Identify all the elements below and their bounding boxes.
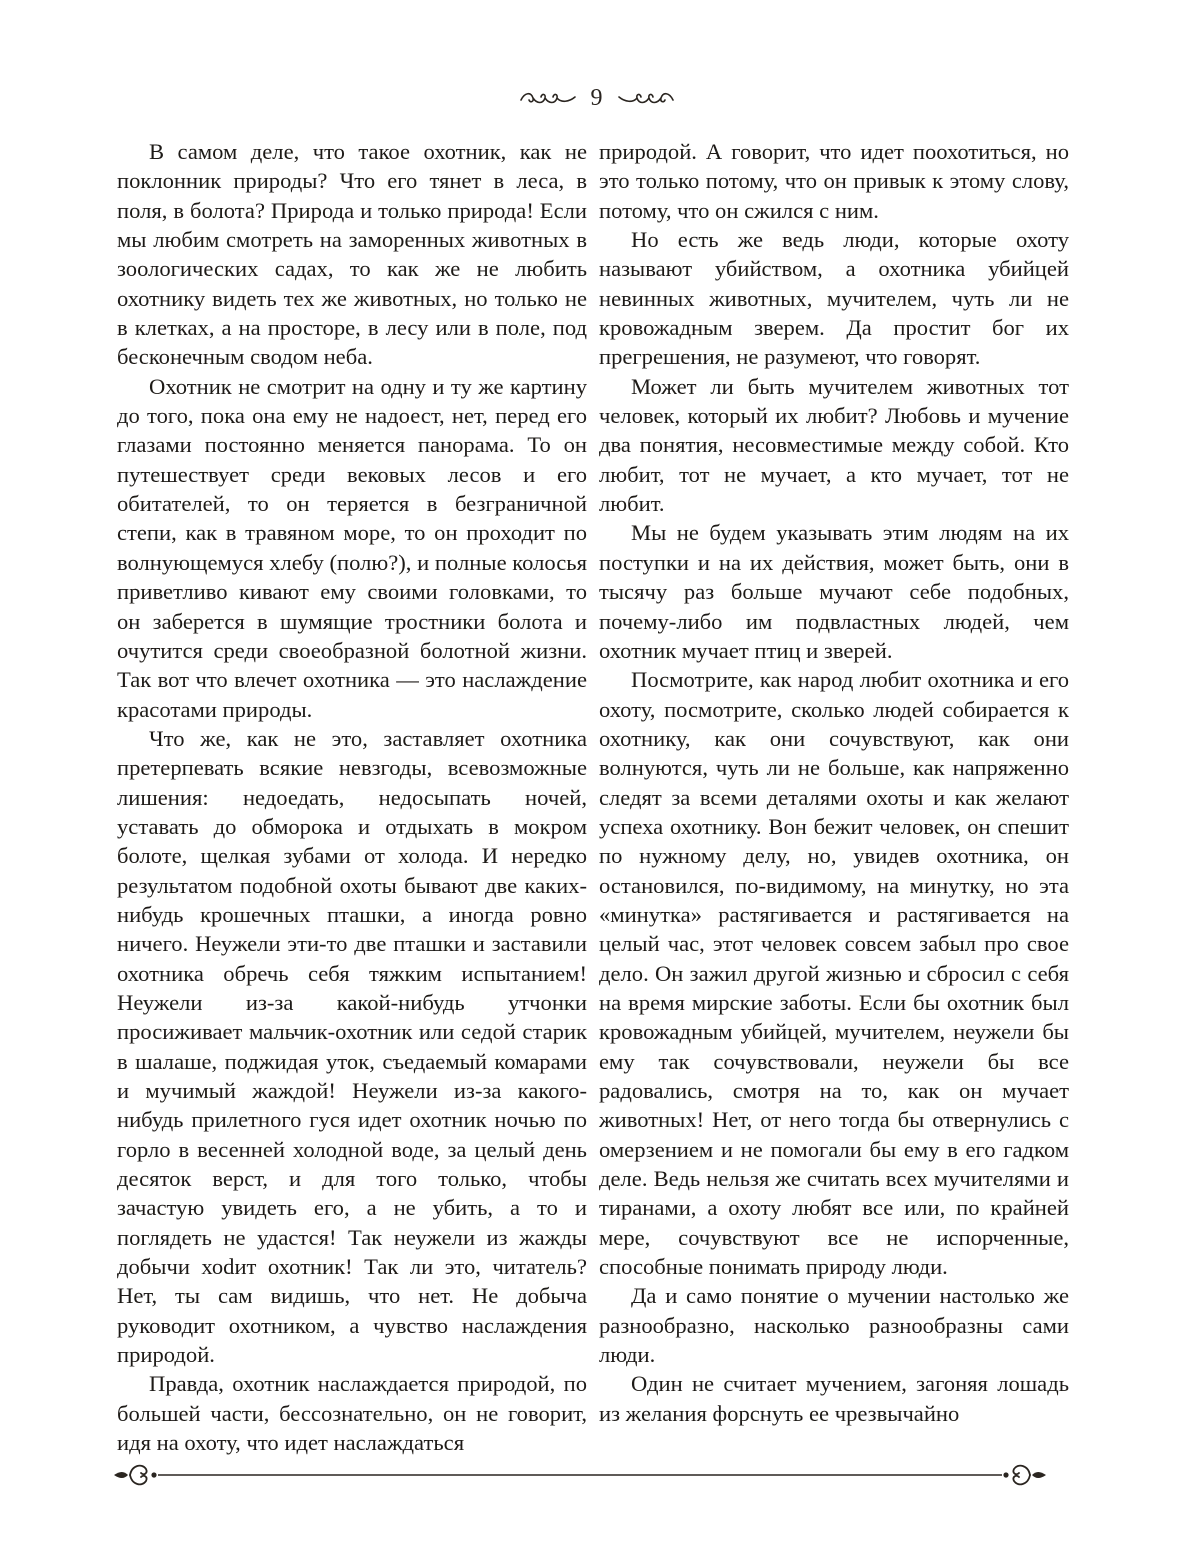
right-column	[599, 137, 1069, 1428]
page-number: 9	[590, 85, 603, 111]
paragraph: Один не считает мучением, загоняя лошадь из желания форснуть ее чрезвычайно	[599, 1371, 1069, 1426]
paragraph: В самом деле, что такое охотник, как не поклонник природы? Что его тянет в леса, в поля, в болота? Природа и только природа! Если мы любим смотреть на заморенных животных в зоологических садах, то как же не любить охотнику видеть тех же животных, но только не в клетках, а на просторе, в лесу или в поле, под бесконечным сводом неба.	[117, 139, 587, 370]
paragraph: Мы не будем указывать этим людям на их поступки и на их действия, может быть, они в тысячу раз больше мучают себе подобных, почему-либо им подвластных людей, чем охотник мучает птиц и зверей.	[599, 520, 1069, 663]
paragraph: Правда, охотник наслаждается природой, по большей части, бессознательно, он не говорит, идя на охоту, что идет наслаждаться	[117, 1371, 587, 1456]
left-flourish-icon	[519, 88, 577, 108]
paragraph: Охотник не смотрит на одну и ту же картину до того, пока она ему не надоест, нет, перед его глазами постоянно меняется панорама. То он путешествует среди вековых лесов и его обитателей, то он теряется в безграничной степи, как в травяном море, то он проходит по волнующемуся хлебу (полю?), и полные колосья приветливо кивают ему своими головками, то он заберется в шумящие тростники болота и очутится среди своеобразной болотной жизни. Так вот что влечет охотника — это наслаждение красотами природы.	[117, 373, 587, 722]
left-column	[117, 137, 587, 1457]
paragraph: Что же, как не это, заставляет охотника претерпевать всякие невзгоды, всевозможные лишения: недоедать, недосыпать ночей, уставать до обморока и отдыхать в мокром болоте, щелкая зубами от холода. И нередко результатом подобной охоты бывают две каких-нибудь крошечных пташки, а иногда ровно ничего. Неужели эти-то две пташки и заставили охотника обречь себя тяжким испытанием! Неужели из-за какой-нибудь утчонки просиживает мальчик-охотник или седой старик в шалаше, поджидая уток, съедаемый комарами и мучимый жаждой! Неужели из-за какого-нибудь прилетного гуся идет охотник ночью по горло в весенней холодной воде, за целый день десяток верст, и для того только, чтобы зачастую увидеть его, а не убить, а то и поглядеть не удастся! Так неужели из жажды добычи хоdит охотник! Так ли это, читатель? Нет, ты сам видишь, что нет. Не добыча руководит охотником, а чувство наслаждения природой.	[117, 725, 587, 1368]
footer-ornament	[110, 1455, 1050, 1495]
paragraph: Может ли быть мучителем животных тот человек, который их любит? Любовь и мучение два понятия, несовместимые между собой. Кто любит, тот не мучает, а кто мучает, тот не любит.	[599, 373, 1069, 517]
right-flourish-icon	[617, 88, 675, 108]
ornamental-rule-icon	[110, 1455, 1050, 1495]
paragraph-continuation: природой. А говорит, что идет поохотиться, но это только потому, что он привык к этому слову, потому, что он сжился с ним.	[599, 139, 1069, 223]
page-header	[0, 80, 1193, 116]
paragraph: Но есть же ведь люди, которые охоту называют убийством, а охотника убийцей невинных животных, мучителем, чуть ли не кровожадным зверем. Да простит бог их прегрешения, не разумеют, что говорят.	[599, 227, 1069, 370]
paragraph: Посмотрите, как народ любит охотника и его охоту, посмотрите, сколько людей собирается к охотнику, как они сочувствуют, как они волнуются, чуть ли не больше, как напряженно следят за всеми деталями охоты и как желают успеха охотнику. Вон бежит человек, он спешит по нужному делу, но, увидев охотника, он остановился, по-видимому, на минутку, но эта «минутка» растягивается и растягивается на целый час, этот человек совсем забыл про свое дело. Он зажил другой жизнью и сбросил с себя на время мирские заботы. Если бы охотник был кровожадным убийцей, мучителем, неужели бы ему так сочувствовали, неужели бы все радовались, смотря на то, как он мучает животных! Нет, от него тогда бы отвернулись с омерзением и не помогали бы ему в его гадком деле. Ведь нельзя же считать всех мучителями и тиранами, а охоту любят все или, по крайней мере, сочувствуют все не испорченные, способные понимать природу люди.	[599, 667, 1069, 1280]
paragraph: Да и само понятие о мучении настолько же разнообразно, насколько разнообразны сами люди.	[599, 1283, 1069, 1368]
